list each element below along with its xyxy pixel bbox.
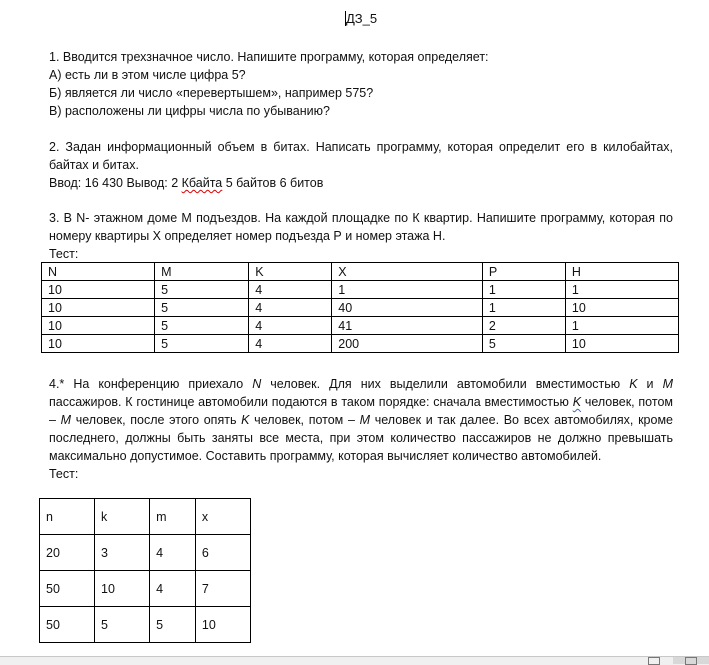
table-row xyxy=(40,607,251,643)
table-cell: 5 xyxy=(155,317,249,335)
table-cell: X xyxy=(332,263,483,281)
text-run: и xyxy=(637,377,663,391)
q1-line: А) есть ли в этом числе цифра 5? xyxy=(49,68,246,82)
table-cell: 4 xyxy=(249,317,332,335)
table-cell: 50 xyxy=(40,571,95,607)
question-1 xyxy=(49,48,673,120)
q2-io xyxy=(49,174,673,192)
q1-line: 1. Вводится трехзначное число. Напишите программу, которая определяет: xyxy=(49,50,489,64)
text-run: K xyxy=(629,377,638,391)
table-cell: 1 xyxy=(482,281,565,299)
q2-io-suffix: 5 байтов 6 битов xyxy=(222,176,324,190)
q4-test-table xyxy=(39,498,251,643)
table-cell: 40 xyxy=(332,299,483,317)
table-row xyxy=(42,335,679,353)
text-run: K xyxy=(241,413,250,427)
table-cell: 10 xyxy=(42,299,155,317)
grammar-flagged-word[interactable]: K xyxy=(572,395,582,409)
table-cell: 5 xyxy=(150,607,196,643)
q1-line: В) расположены ли цифры числа по убыванию? xyxy=(49,104,330,118)
table-cell: M xyxy=(155,263,249,281)
table-cell: x xyxy=(195,499,250,535)
table-cell: 5 xyxy=(155,299,249,317)
text-run: человек и так далее. Во всех автомобилях, кроме последнего, должны быть заняты все места, при этом количество пассажиров не должно превышать максимально допустимое. Составить программу, которая вычисляет количество автомобилей. xyxy=(49,413,673,463)
table-row xyxy=(42,299,679,317)
table-cell: 10 xyxy=(42,281,155,299)
table-cell: 4 xyxy=(249,281,332,299)
table-cell: k xyxy=(95,499,150,535)
table-cell: n xyxy=(40,499,95,535)
table-cell: 4 xyxy=(150,571,196,607)
title-text: ДЗ_5 xyxy=(346,11,378,26)
spelling-flagged-word[interactable]: Кбайта xyxy=(181,176,223,190)
text-run: M xyxy=(662,377,673,391)
table-cell: K xyxy=(249,263,332,281)
table-cell: m xyxy=(150,499,196,535)
table-cell: 5 xyxy=(482,335,565,353)
text-run: M xyxy=(359,413,371,427)
print-layout-button[interactable] xyxy=(673,657,709,664)
table-cell: 20 xyxy=(40,535,95,571)
table-cell: P xyxy=(482,263,565,281)
table-cell: 50 xyxy=(40,607,95,643)
question-3 xyxy=(49,209,673,263)
q3-test-table xyxy=(41,262,679,353)
q1-line: Б) является ли число «перевертышем», например 575? xyxy=(49,86,374,100)
table-cell: 4 xyxy=(249,335,332,353)
table-cell: 6 xyxy=(195,535,250,571)
table-cell: 5 xyxy=(155,335,249,353)
table-cell: 41 xyxy=(332,317,483,335)
table-cell: 5 xyxy=(95,607,150,643)
table-cell: 10 xyxy=(565,299,678,317)
table-row xyxy=(40,535,251,571)
table-row xyxy=(40,571,251,607)
table-cell: 1 xyxy=(565,281,678,299)
q3-text: 3. В N- этажном доме М подъездов. На каждой площадке по К квартир. Напишите программу, которая по номеру квартиры Х определяет номер подъезда Р и номер этажа Н. xyxy=(49,211,673,243)
q3-test-label: Тест: xyxy=(49,247,79,261)
table-header-row xyxy=(40,499,251,535)
table-cell: 10 xyxy=(195,607,250,643)
table-cell: 10 xyxy=(565,335,678,353)
q4-test-label: Тест: xyxy=(49,467,79,481)
table-cell: 7 xyxy=(195,571,250,607)
document-title xyxy=(345,11,377,26)
table-header-row xyxy=(42,263,679,281)
table-row xyxy=(42,281,679,299)
question-2 xyxy=(49,138,673,192)
table-cell: 4 xyxy=(249,299,332,317)
table-cell: 1 xyxy=(482,299,565,317)
text-run: M xyxy=(60,413,72,427)
table-cell: 10 xyxy=(42,317,155,335)
q2-text: 2. Задан информационный объем в битах. Написать программу, которая определит его в килобайтах, байтах и битах. xyxy=(49,140,673,172)
table-cell: H xyxy=(565,263,678,281)
text-run: человек, потом – xyxy=(249,413,360,427)
table-cell: 2 xyxy=(482,317,565,335)
q4-text xyxy=(49,375,673,465)
table-cell: 4 xyxy=(150,535,196,571)
text-run: 4.* На конференцию приехало xyxy=(49,377,253,391)
table-cell: N xyxy=(42,263,155,281)
text-run: пассажиров. К гостинице автомобили подаются в таком порядке: сначала вместимостью xyxy=(49,395,573,409)
text-run: N xyxy=(252,377,262,391)
table-cell: 3 xyxy=(95,535,150,571)
text-run: человек, потом – xyxy=(49,395,673,427)
question-4 xyxy=(49,375,673,483)
text-run: человек, после этого опять xyxy=(71,413,242,427)
table-cell: 10 xyxy=(95,571,150,607)
table-cell: 10 xyxy=(42,335,155,353)
table-cell: 1 xyxy=(332,281,483,299)
table-row xyxy=(42,317,679,335)
table-cell: 1 xyxy=(565,317,678,335)
table-cell: 200 xyxy=(332,335,483,353)
text-run: человек. Для них выделили автомобили вместимостью xyxy=(261,377,630,391)
q2-io-prefix: Ввод: 16 430 Вывод: 2 xyxy=(49,176,182,190)
table-cell: 5 xyxy=(155,281,249,299)
